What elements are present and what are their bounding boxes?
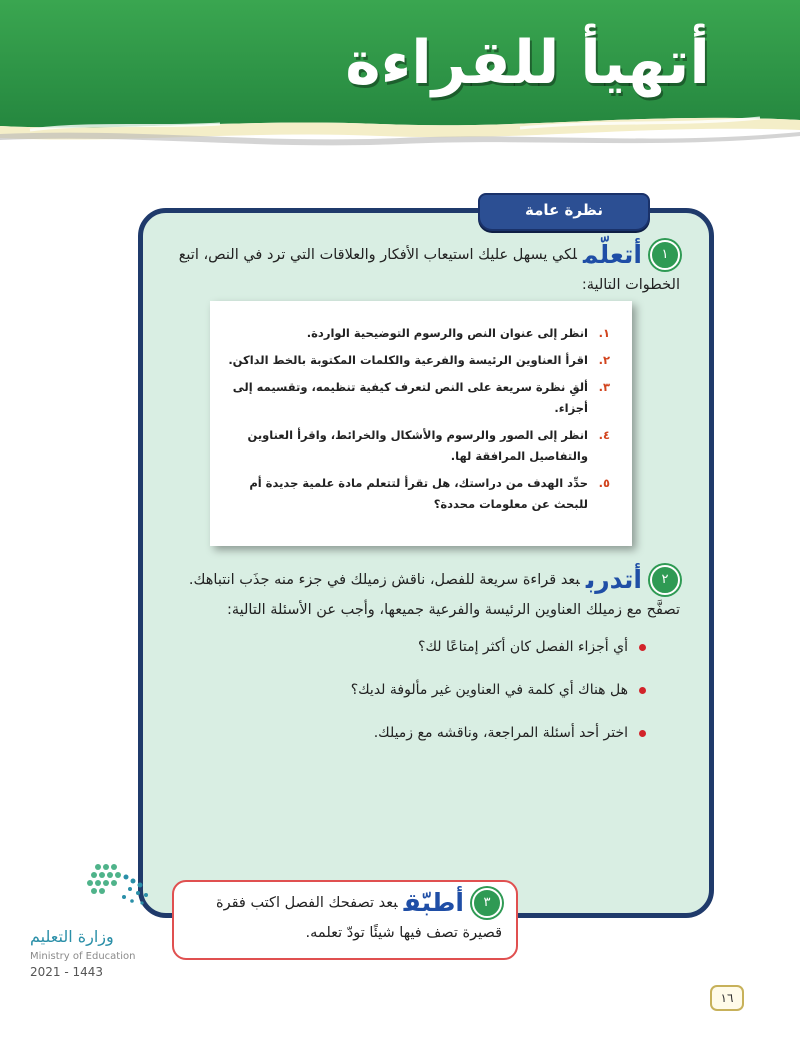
list-item: هل هناك أي كلمة في العناوين غير مألوفة لديك؟ (300, 680, 650, 700)
section-learn-intro (160, 240, 680, 300)
section-apply-keyword: أطبّق (403, 888, 464, 917)
section-learn-text: لكي يسهل عليك استيعاب الأفكار والعلاقات التي ترد في النص، اتبع الخطوات التالية: (178, 247, 680, 293)
list-item: اختر أحد أسئلة المراجعة، وناقشه مع زميلك. (300, 723, 650, 743)
section-apply (186, 888, 502, 948)
list-item: ٢. اقرأ العناوين الرئيسة والفرعية والكلمات المكتوبة بالخط الداكن. (228, 353, 610, 367)
edition-year: 2021 - 1443 (30, 965, 104, 979)
section-practice-text: بعد قراءة سريعة للفصل، ناقش زميلك في جزء منه جذَب انتباهك. تصفَّح مع زميلك العناوين الرئيسة والفرعية جميعها، وأجب عن الأسئلة التالية: (188, 572, 680, 618)
ministry-name-arabic: وزارة التعليم (30, 927, 114, 946)
section-apply-text-wrap (186, 888, 502, 948)
ministry-name-english: Ministry of Education (30, 951, 136, 962)
page-title: أتهيأ للقراءة (345, 28, 710, 98)
list-item: ١. انظر إلى عنوان النص والرسوم التوضيحية الواردة. (306, 326, 610, 340)
dots-emblem-icon (30, 855, 170, 925)
section-apply-text: بعد تصفحك الفصل اكتب فقرة قصيرة تصف فيها شيئًا تودّ تعلمه. (215, 895, 502, 941)
steps-card (210, 301, 632, 546)
list-item: أي أجزاء الفصل كان أكثر إمتاعًا لك؟ (300, 637, 650, 657)
header-banner (0, 0, 800, 160)
ministry-logo (30, 855, 170, 980)
section-practice (160, 565, 680, 625)
section-number-badge: ٣ (472, 888, 502, 918)
steps-list (210, 301, 632, 515)
page-number: ١٦ (710, 985, 744, 1011)
section-learn (160, 240, 680, 300)
section-number-badge: ١ (650, 240, 680, 270)
section-number-badge: ٢ (650, 565, 680, 595)
list-item: ٤. انظر إلى الصور والرسوم والأشكال والخرائط، واقرأ العناوين والتفاصيل المرافقة لها. (247, 428, 610, 463)
section-learn-keyword: أتعلّم (582, 240, 642, 269)
section-practice-keyword: أتدرب (585, 565, 642, 594)
section-practice-intro (160, 565, 680, 625)
questions-block (300, 637, 650, 766)
list-item: ٥. حدِّد الهدف من دراستك، هل تقرأ لتتعلم مادة علمية جديدة أم للبحث عن معلومات محددة؟ (249, 476, 610, 511)
questions-list (300, 637, 650, 743)
overview-tab-label: نظرة عامة (478, 193, 650, 231)
apply-callout (172, 880, 518, 960)
list-item: ٣. ألقِ نظرة سريعة على النص لتعرف كيفية تنظيمه، وتقسيمه إلى أجزاء. (232, 380, 610, 415)
